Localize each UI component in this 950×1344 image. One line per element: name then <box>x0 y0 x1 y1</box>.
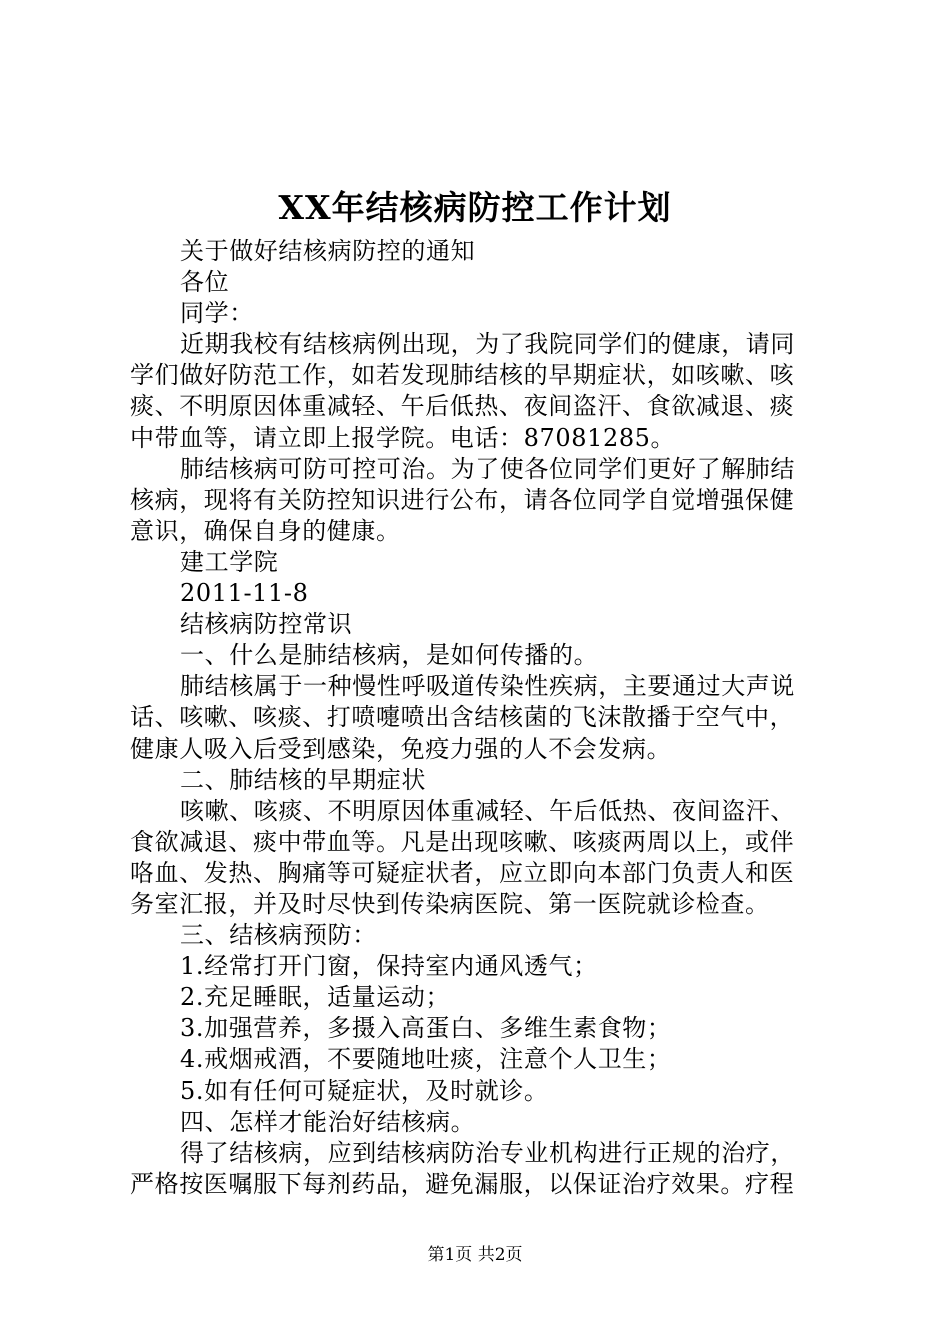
list-item: 5.如有任何可疑症状，及时就诊。 <box>180 1076 549 1105</box>
paragraph-line: 肺结核属于一种慢性呼吸道传染性疾病，主要通过大声说 <box>180 672 795 701</box>
paragraph-line: 核病，现将有关防控知识进行公布，请各位同学自觉增强保健 <box>130 485 795 514</box>
section-heading: 一、什么是肺结核病，是如何传播的。 <box>180 641 599 670</box>
paragraph-line: 痰、不明原因体重减轻、午后低热、夜间盗汗、食欲减退、痰 <box>130 392 795 421</box>
salutation-line-2: 同学： <box>180 299 254 328</box>
paragraph-line: 务室汇报，并及时尽快到传染病医院、第一医院就诊检查。 <box>130 889 770 918</box>
notice-heading: 关于做好结核病防控的通知 <box>180 237 476 265</box>
paragraph-line: 咯血、发热、胸痛等可疑症状者，应立即向本部门负责人和医 <box>130 858 795 887</box>
salutation-line-1: 各位 <box>180 268 230 297</box>
paragraph-line: 咳嗽、咳痰、不明原因体重减轻、午后低热、夜间盗汗、 <box>180 796 795 825</box>
section-heading: 二、肺结核的早期症状 <box>180 765 426 794</box>
paragraph-line: 近期我校有结核病例出现，为了我院同学们的健康，请同 <box>180 330 795 359</box>
paragraph-line: 严格按医嘱服下每剂药品，避免漏服，以保证治疗效果。疗程 <box>130 1169 795 1198</box>
paragraph-line: 中带血等，请立即上报学院。电话：87081285。 <box>130 423 676 452</box>
section-heading: 四、怎样才能治好结核病。 <box>180 1107 476 1136</box>
document-title: XX年结核病防控工作计划 <box>278 188 672 227</box>
paragraph-line: 话、咳嗽、咳痰、打喷嚏喷出含结核菌的飞沫散播于空气中， <box>130 703 795 732</box>
page-number-footer: 第1页 共2页 <box>427 1245 523 1265</box>
list-item: 4.戒烟戒酒，不要随地吐痰，注意个人卫生； <box>180 1045 672 1074</box>
section-heading: 三、结核病预防： <box>180 921 377 950</box>
paragraph-line: 学们做好防范工作，如若发现肺结核的早期症状，如咳嗽、咳 <box>130 361 795 390</box>
paragraph-line: 意识，确保自身的健康。 <box>130 516 401 545</box>
signature-date: 2011-11-8 <box>180 579 309 608</box>
paragraph-line: 得了结核病，应到结核病防治专业机构进行正规的治疗， <box>180 1138 795 1167</box>
document-body <box>130 236 830 1200</box>
list-item: 1.经常打开门窗，保持室内通风透气； <box>180 952 598 981</box>
list-item: 3.加强营养，多摄入高蛋白、多维生素食物； <box>180 1014 672 1043</box>
section-title: 结核病防控常识 <box>180 610 353 639</box>
signature-org: 建工学院 <box>180 547 279 576</box>
list-item: 2.充足睡眠，适量运动； <box>180 983 451 1012</box>
paragraph-line: 肺结核病可防可控可治。为了使各位同学们更好了解肺结 <box>180 454 795 483</box>
paragraph-line: 健康人吸入后受到感染，免疫力强的人不会发病。 <box>130 734 672 763</box>
paragraph-line: 食欲减退、痰中带血等。凡是出现咳嗽、咳痰两周以上，或伴 <box>130 827 795 856</box>
